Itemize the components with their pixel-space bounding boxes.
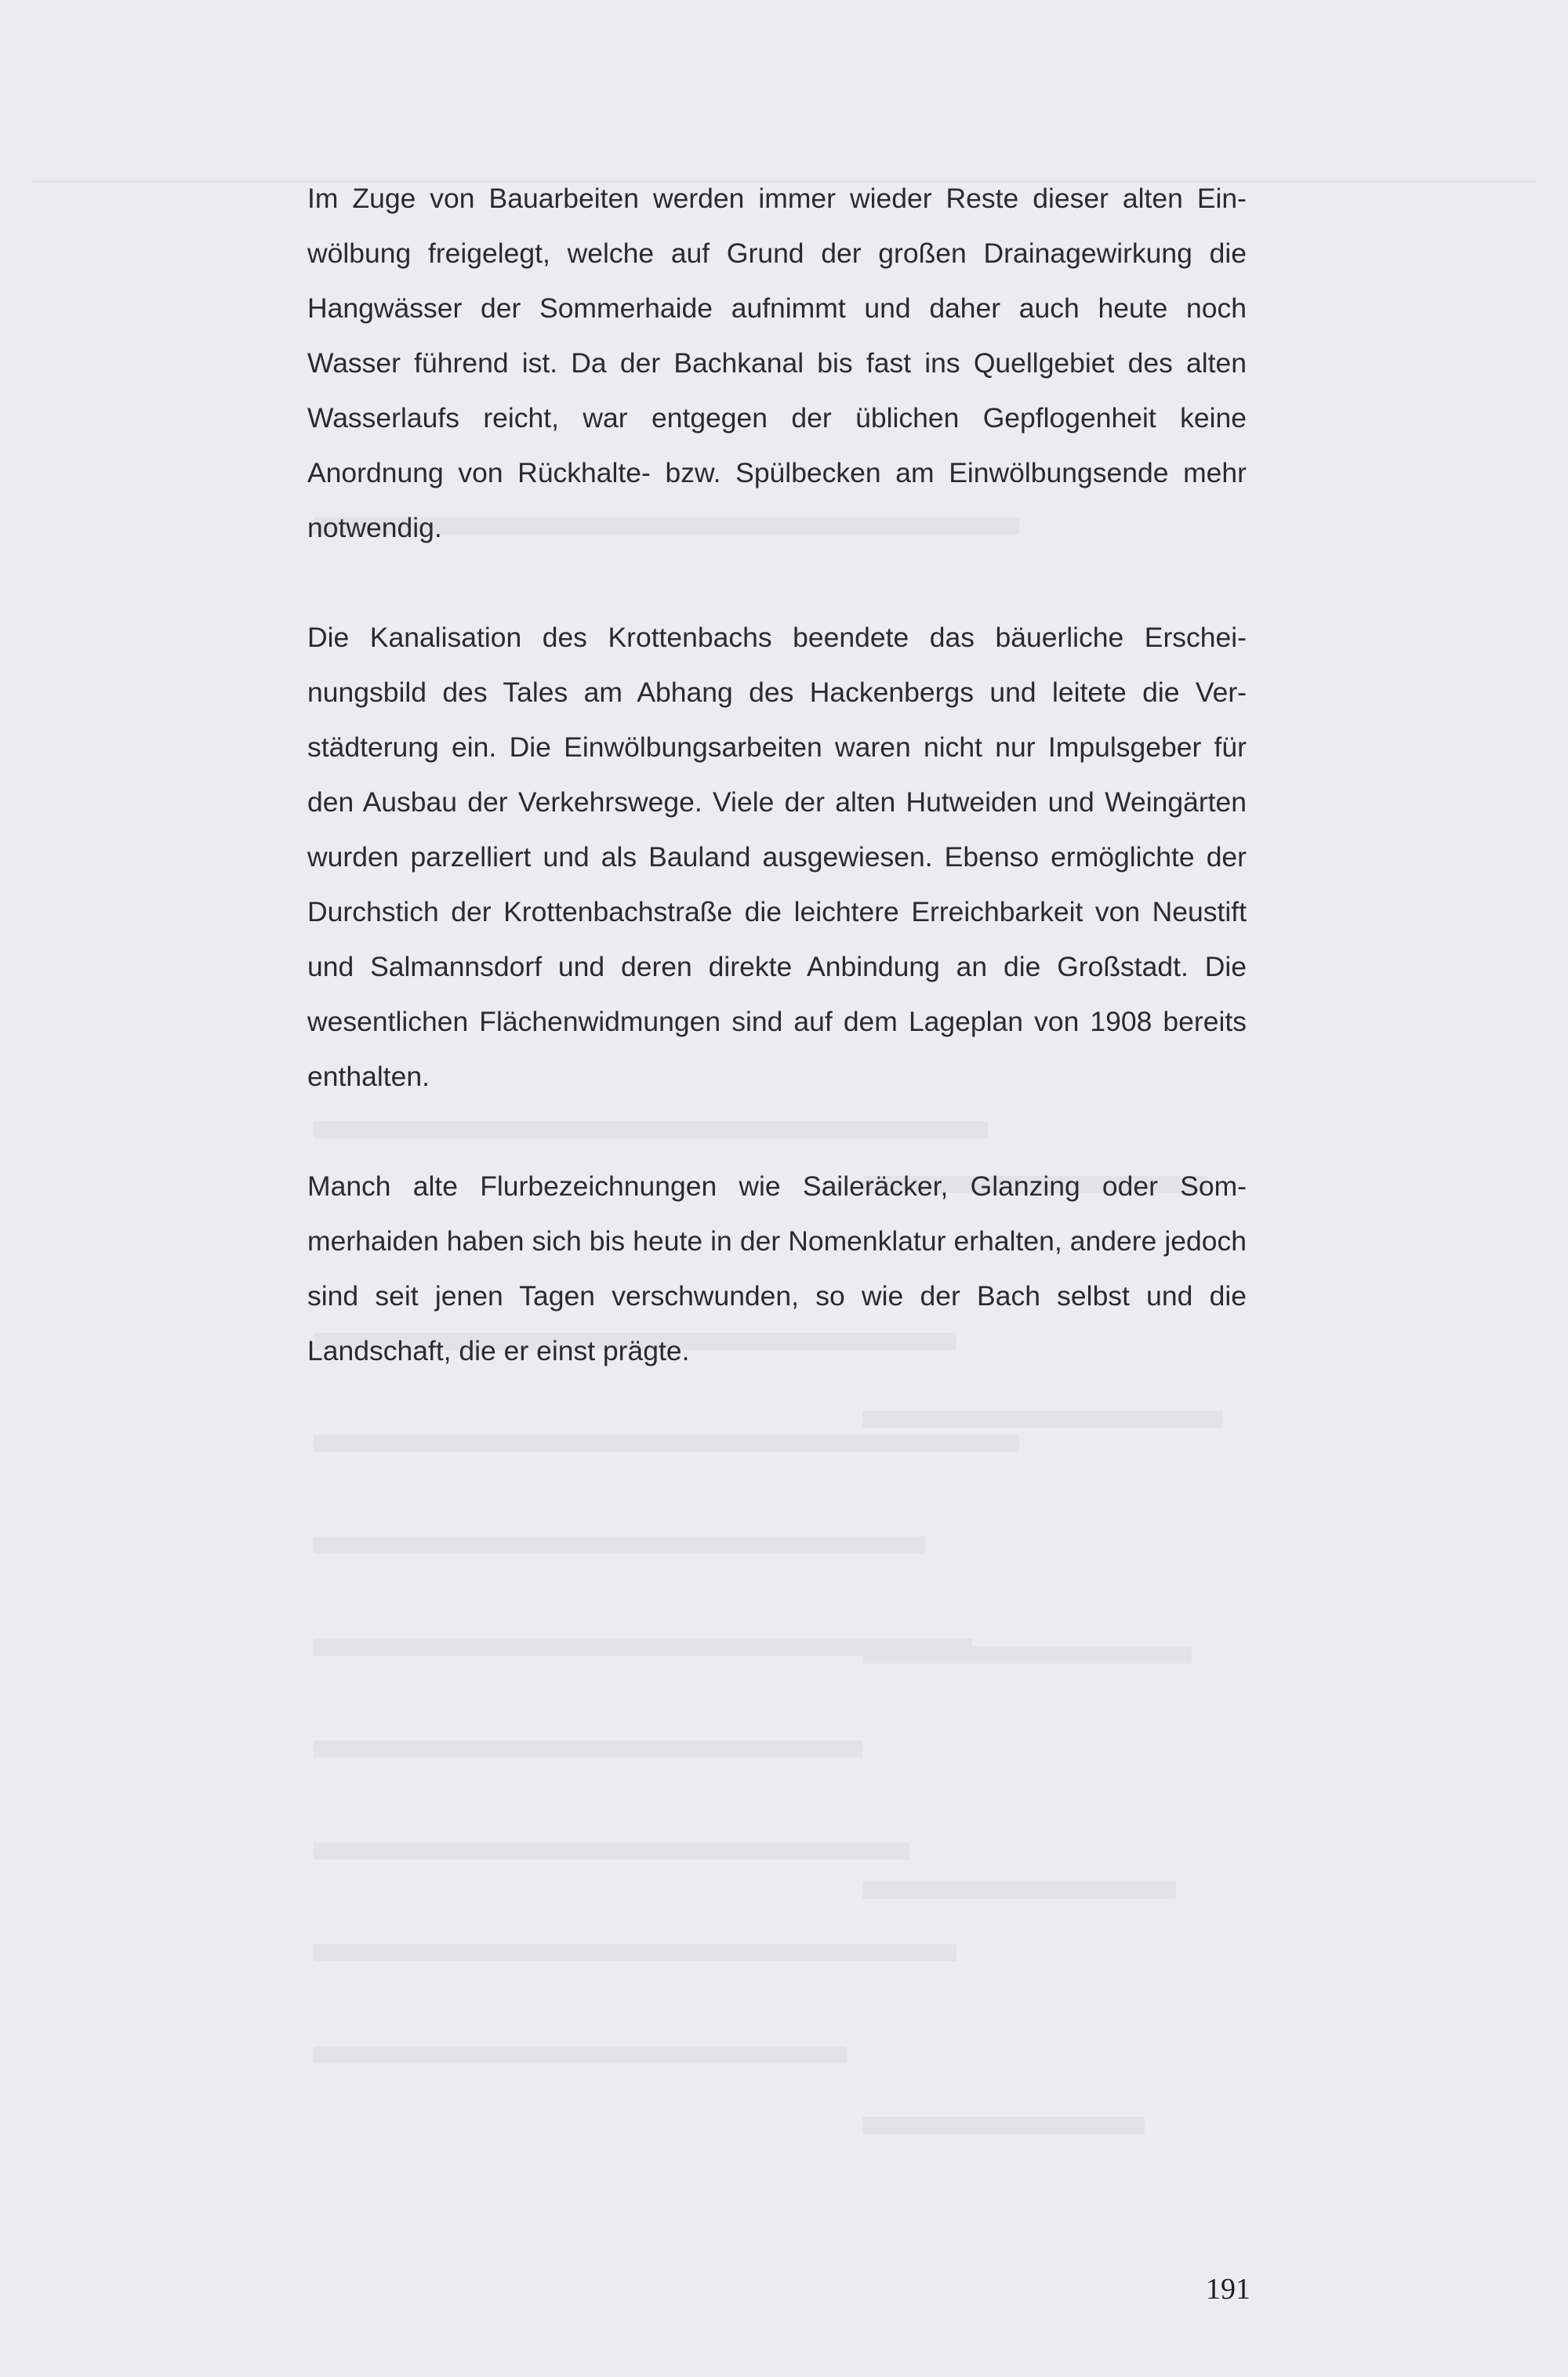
bleed-through-mark (862, 1646, 1192, 1664)
bleed-through-mark (314, 1740, 862, 1758)
body-text (307, 171, 1247, 1433)
paragraph-2: Die Kanalisation des Krottenbachs beendete das bäuerliche Erscheinungsbild des Tales am Abhang des Hackenbergs und leitete die Verstädterung ein. Die Einwölbungsarbeiten waren nicht nur Impulsgeber für den Ausbau der Verkehrswege. Viele der alten Hutweiden und Weingärten wurden parzelliert und als Bauland ausgewiesen. Ebenso ermöglichte der Durchstich der Krottenbachstraße die leichtere Erreichbarkeit von Neustift und Salmannsdorf und deren direkte Anbindung an die Großstadt. Die wesentlichen Flächenwidmungen sind auf dem Lageplan von 1908 bereits enthalten. (307, 622, 1247, 1092)
bleed-through-mark (862, 1882, 1176, 1899)
paragraph-1: Im Zuge von Bauarbeiten werden immer wieder Reste dieser alten Einwölbung freigelegt, welche auf Grund der großen Drainagewirkung die Hangwässer der Sommerhaide aufnimmt und daher auch heute noch Wasser führend ist. Da der Bachkanal bis fast ins Quellgebiet des alten Wasserlaufs reicht, war entgegen der üblichen Gepflogenheit keine Anordnung von Rückhalte- bzw. Spülbecken am Einwölbungsende mehr notwendig. (307, 183, 1247, 543)
bleed-through-mark (314, 1435, 1019, 1452)
bleed-through-mark (314, 1537, 925, 1554)
page-number: 191 (1206, 2273, 1250, 2306)
paragraph-3: Manch alte Flurbezeichnungen wie Saileräcker, Glanzing oder Sommerhaiden haben sich bis heute in der Nomenklatur erhalten, andere jedoch sind seit jenen Tagen verschwunden, so wie der Bach selbst und die Landschaft, die er einst prägte. (307, 1170, 1247, 1366)
bleed-through-mark (314, 1944, 956, 1961)
bleed-through-mark (314, 2046, 847, 2063)
bleed-through-mark (314, 1842, 909, 1860)
bleed-through-mark (862, 2117, 1145, 2134)
